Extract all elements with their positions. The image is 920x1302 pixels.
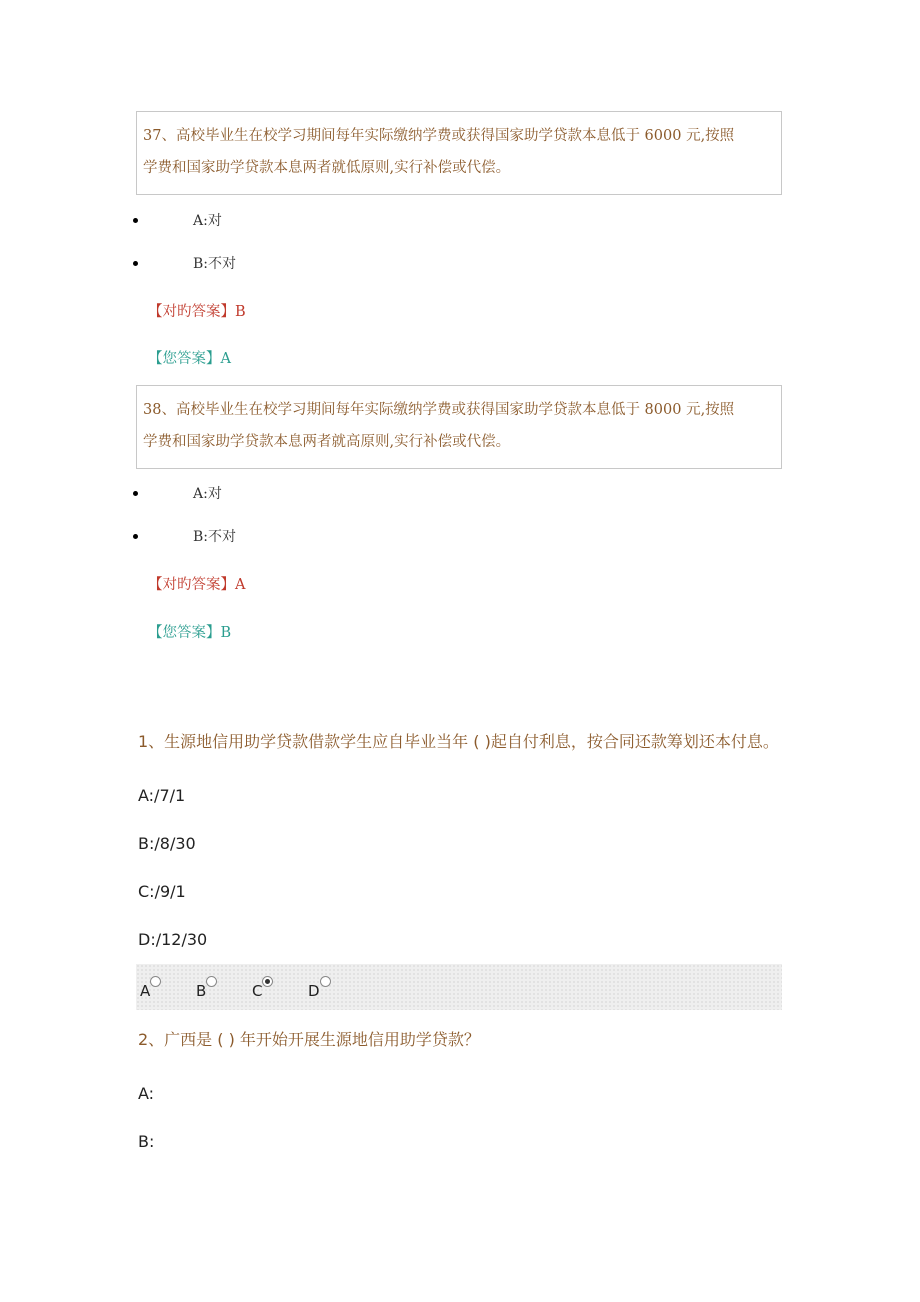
q37-option-a: A:对 (193, 213, 222, 229)
radio-option-b[interactable] (196, 976, 217, 1000)
question-37-box (136, 111, 782, 195)
radio-label-b: B (196, 982, 207, 1000)
bullet-icon (133, 261, 138, 266)
radio-option-c[interactable] (252, 976, 273, 1000)
radio-label-d: D (308, 982, 320, 1000)
q37-correct-answer: 【对旳答案】B (148, 304, 246, 320)
part2-q1-option-c: C:/9/1 (138, 882, 186, 901)
question-37-line-2: 学费和国家助学贷款本息两者就低原则,实行补偿或代偿。 (143, 160, 511, 176)
part2-q2-option-b: B: (138, 1132, 155, 1151)
question-38-line-1: 38、高校毕业生在校学习期间每年实际缴纳学费或获得国家助学贷款本息低于 8000 元,按照 (143, 402, 735, 418)
question-37-line-1: 37、高校毕业生在校学习期间每年实际缴纳学费或获得国家助学贷款本息低于 6000 元,按照 (143, 128, 735, 144)
part2-q2-option-a: A: (138, 1084, 155, 1103)
radio-button-c-selected[interactable] (262, 976, 273, 987)
part2-question-1: 1、生源地信用助学贷款借款学生应自毕业当年 ( )起自付利息，按合同还款筹划还本付息。 (138, 732, 779, 751)
radio-label-c: C (252, 982, 263, 1000)
radio-button-d[interactable] (320, 976, 331, 987)
part2-q1-option-d: D:/12/30 (138, 930, 208, 949)
q38-option-a: A:对 (193, 486, 222, 502)
q38-your-answer: 【您答案】B (148, 625, 232, 641)
question-38-line-2: 学费和国家助学贷款本息两者就高原则,实行补偿或代偿。 (143, 434, 511, 450)
question-38-box (136, 385, 782, 469)
answer-radio-group (136, 964, 782, 1010)
bullet-icon (133, 218, 138, 223)
q38-option-b: B:不对 (193, 529, 237, 545)
radio-button-b[interactable] (206, 976, 217, 987)
radio-button-a[interactable] (150, 976, 161, 987)
radio-label-a: A (140, 982, 151, 1000)
bullet-icon (133, 491, 138, 496)
radio-option-a[interactable] (140, 976, 161, 1000)
part2-q1-option-b: B:/8/30 (138, 834, 196, 853)
part2-question-2: 2、广西是 ( ) 年开始开展生源地信用助学贷款？ (138, 1030, 480, 1049)
q38-correct-answer: 【对旳答案】A (148, 577, 246, 593)
radio-option-d[interactable] (308, 976, 331, 1000)
bullet-icon (133, 534, 138, 539)
part2-q1-option-a: A:/7/1 (138, 786, 186, 805)
q37-your-answer: 【您答案】A (148, 351, 231, 367)
q37-option-b: B:不对 (193, 256, 237, 272)
